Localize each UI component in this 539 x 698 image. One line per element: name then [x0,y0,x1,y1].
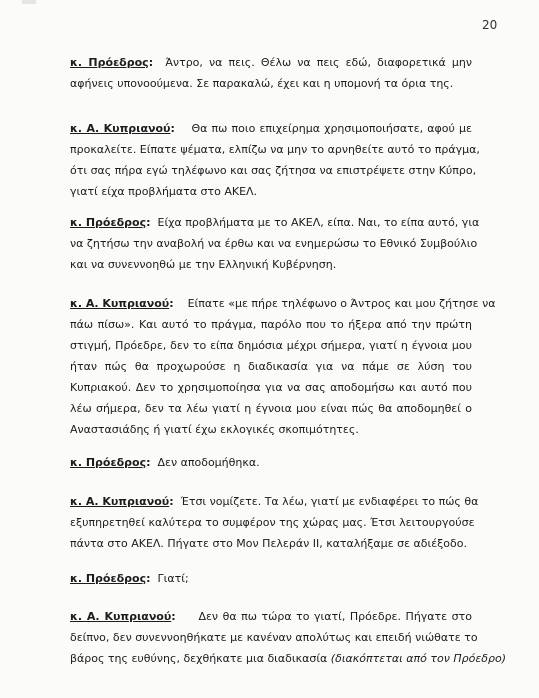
paragraph-text: Δεν θα πω τώρα το γιατί, Πρόεδρε. Πήγατε στο [198,610,472,623]
paragraph-text: Αναστασιάδης ή γιατί έχω εκλογικές σκοπιμότητες. [70,423,359,436]
stage-direction: (διακόπτεται από τον Πρόεδρο) [330,652,507,665]
speaker-label: κ. Πρόεδρος [70,456,147,469]
paragraph-text: και να συνεννοηθώ με την Ελληνική Κυβέρνηση. [70,258,337,271]
paragraph-text: Γιατί; [157,572,189,585]
paragraph-text: βάρος της ευθύνης, δεχθήκατε μια διαδικασία [70,652,328,665]
paragraph-text: προκαλείτε. Είπατε ψέματα, ελπίζω να μην το αρνηθείτε αυτό το πράγμα, [70,143,480,156]
paragraph-president-3: κ. Πρόεδρος: Δεν αποδομήθηκα. [70,456,260,469]
speaker-label: κ. Πρόεδρος [70,572,147,585]
paragraph-text: Θα πω ποιο επιχείρημα χρησιμοποιήσατε, αφού με [191,122,472,135]
paragraph-text: να ζητήσω την αναβολή να έρθω και να ενημερώσω το Εθνικό Συμβούλιο [70,237,478,250]
paragraph-text: Είπατε «με πήρε τηλέφωνο ο Άντρος και μου ζήτησε να [187,297,496,310]
paragraph-text: πάντα στο ΑΚΕΛ. Πήγατε στο Μον Πελεράν ΙΙ, καταλήξαμε σε αδιέξοδο. [70,537,467,550]
speaker-label: κ. Α. Κυπριανού [70,610,172,623]
paragraph-president-4: κ. Πρόεδρος: Γιατί; [70,572,189,585]
paragraph-text: γιατί είχα προβλήματα στο ΑΚΕΛ. [70,185,258,198]
paragraph-text: Έτσι νομίζετε. Τα λέω, γιατί με ενδιαφέρει το πώς θα [180,495,479,508]
speaker-label: κ. Α. Κυπριανού [70,122,171,135]
paragraph-text: Δεν αποδομήθηκα. [157,456,260,469]
paragraph-kyprianou-2: κ. Α. Κυπριανού: Είπατε «με πήρε τηλέφωνο ο Άντρος και μου ζήτησε να πάω πίσω». Και αυτό το πράγμα, παρόλο που το ήξερα από την πρώτη στιγμή, Πρόεδρε, δεν το είπα δημόσια μέχρι σήμερα, γιατί η έγνοια μου ήταν πώς θα προχωρούσε η διαδικασία για να πάμε σε λύση του Κυπριακού. Δεν το χρησιμοποίησα για να σας αποδομήσω και αυτό που λέω σήμερα, δεν τα λέω γιατί η έγνοια μου είναι πώς θα αποδομηθεί ο Αναστασιάδης ή γιατί έχω εκλογικές σκοπιμότητες. [70,293,472,440]
speaker-label: κ. Πρόεδρος [70,216,147,229]
paragraph-text: Είχα προβλήματα με το ΑΚΕΛ, είπα. Ναι, το είπα αυτό, για [157,216,480,229]
paragraph-president-1: κ. Πρόεδρος: Άντρο, να πεις. Θέλω να πεις εδώ, διαφορετικά μην αφήνεις υπονοούμενα. Σε παρακαλώ, έχει και η υπομονή τα όρια της. [70,52,472,94]
speaker-label: κ. Α. Κυπριανού [70,297,170,310]
paragraph-text: δείπνο, δεν συνεννοηθήκατε με κανέναν απολύτως και επειδή νιώθατε το [70,631,478,644]
scan-mark [22,0,36,4]
paragraph-text: λέω σήμερα, δεν τα λέω γιατί η έγνοια μου είναι πώς θα αποδομηθεί ο [70,402,472,415]
paragraph-text: Κυπριακού. Δεν το χρησιμοποίησα για να σας αποδομήσω και αυτό που [70,381,472,394]
paragraph-kyprianou-3: κ. Α. Κυπριανού: Έτσι νομίζετε. Τα λέω, γιατί με ενδιαφέρει το πώς θα εξυπηρετηθεί καλύτερα το συμφέρον της χώρας μας. Έτσι λειτουργούσε πάντα στο ΑΚΕΛ. Πήγατε στο Μον Πελεράν ΙΙ, καταλήξαμε σε αδιέξοδο. [70,491,472,554]
paragraph-text: Άντρο, να πεις. Θέλω να πεις εδώ, διαφορετικά μην [165,56,472,69]
paragraph-kyprianou-1: κ. Α. Κυπριανού: Θα πω ποιο επιχείρημα χρησιμοποιήσατε, αφού με προκαλείτε. Είπατε ψέματα, ελπίζω να μην το αρνηθείτε αυτό το πράγμα, ότι σας πήρα εγώ τηλέφωνο και σας ζήτησα να επιστρέψετε στην Κύπρο, γιατί είχα προβλήματα στο ΑΚΕΛ. [70,118,472,202]
paragraph-kyprianou-4: κ. Α. Κυπριανού: Δεν θα πω τώρα το γιατί, Πρόεδρε. Πήγατε στο δείπνο, δεν συνεννοηθήκατε με κανέναν απολύτως και επειδή νιώθατε το βάρος της ευθύνης, δεχθήκατε μια διαδικασία (διακόπτεται από τον Πρόεδρο) [70,610,507,665]
paragraph-text: ότι σας πήρα εγώ τηλέφωνο και σας ζήτησα να επιστρέψετε στην Κύπρο, [70,164,477,177]
paragraph-text: ήταν πώς θα προχωρούσε η διαδικασία για να πάμε σε λύση του [70,360,472,373]
paragraph-text: εξυπηρετηθεί καλύτερα το συμφέρον της χώρας μας. Έτσι λειτουργούσε [70,516,475,529]
speaker-label: κ. Α. Κυπριανού [70,495,170,508]
paragraph-text: στιγμή, Πρόεδρε, δεν το είπα δημόσια μέχρι σήμερα, γιατί η έγνοια μου [70,339,472,352]
speaker-label: κ. Πρόεδρος [70,56,149,69]
paragraph-president-2: κ. Πρόεδρος: Είχα προβλήματα με το ΑΚΕΛ, είπα. Ναι, το είπα αυτό, για να ζητήσω την αναβολή να έρθω και να ενημερώσω το Εθνικό Συμβούλιο και να συνεννοηθώ με την Ελληνική Κυβέρνηση. [70,212,472,275]
page-number: 20 [482,18,498,32]
paragraph-text: πάω πίσω». Και αυτό το πράγμα, παρόλο που το ήξερα από την πρώτη [70,318,472,331]
paragraph-text: αφήνεις υπονοούμενα. Σε παρακαλώ, έχει και η υπομονή τα όρια της. [70,77,454,90]
